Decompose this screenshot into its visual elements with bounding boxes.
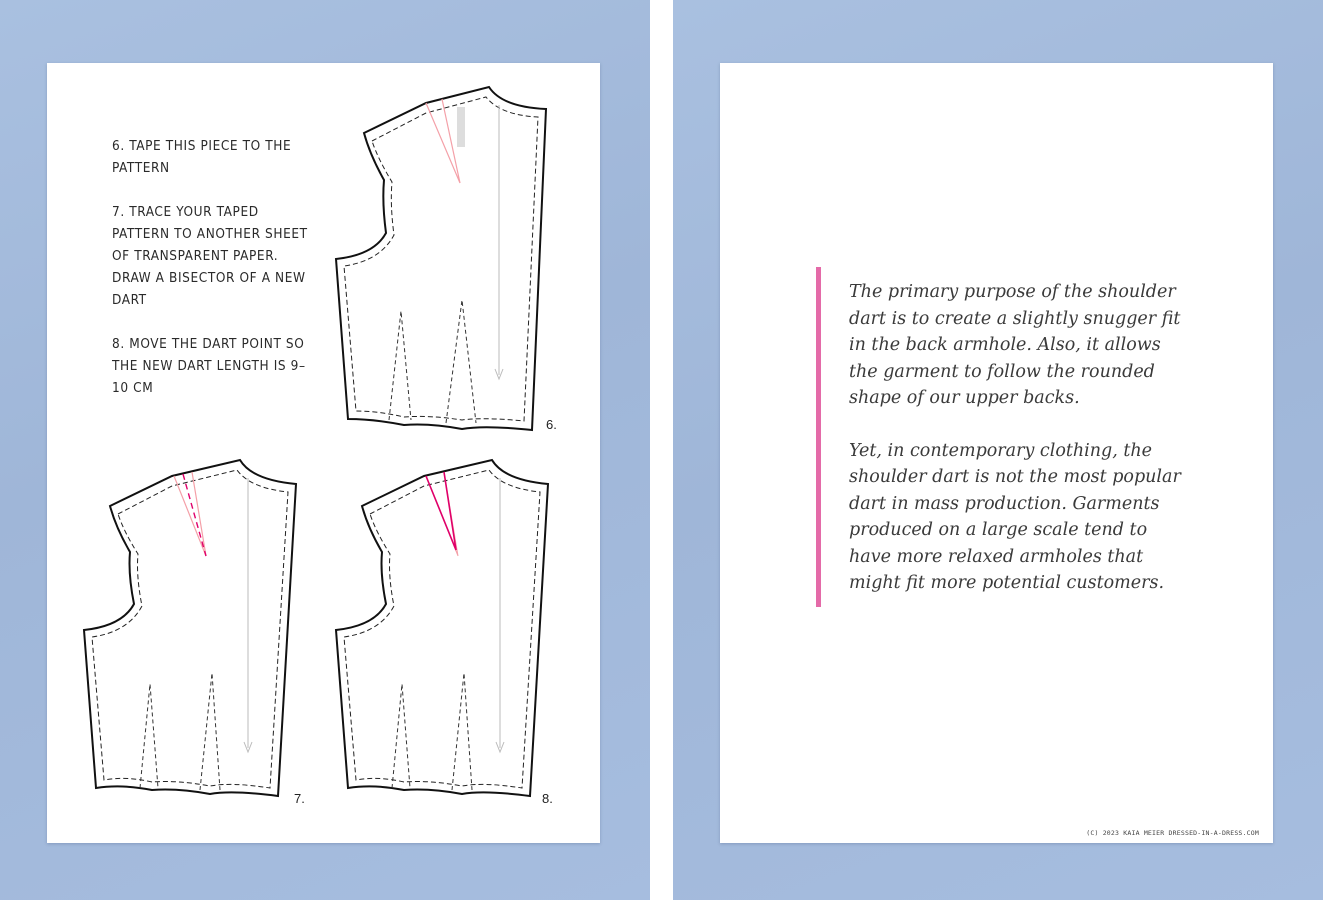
waist-dart-left	[392, 684, 410, 788]
figure-7-label: 7.	[294, 791, 305, 806]
figure-6-pattern	[334, 85, 554, 435]
figure-7-pattern	[82, 458, 304, 803]
step-8: 8. MOVE THE DART POINT SO THE NEW DART LENGTH IS 9–10 CM	[112, 336, 306, 396]
seam-allowance	[92, 470, 288, 788]
explanation-quote	[816, 267, 1189, 607]
waist-dart-right	[452, 673, 472, 790]
instruction-steps	[112, 135, 312, 421]
waist-dart-right	[200, 673, 220, 790]
bodice-outline	[84, 460, 296, 796]
waist-dart-left	[140, 684, 158, 788]
right-page-background	[673, 0, 1323, 900]
figure-8-pattern	[334, 458, 556, 803]
paragraph-purpose: The primary purpose of the shoulder dart is to create a slightly snugger fit in the back armhole. Also, it allows the garment to follow the rounded shape of our upper backs.	[849, 282, 1181, 408]
instruction-sheet	[47, 63, 600, 843]
bodice-outline	[336, 460, 548, 796]
left-page-background	[0, 0, 650, 900]
figure-6-label: 6.	[546, 417, 557, 432]
step-7: 7. TRACE YOUR TAPED PATTERN TO ANOTHER SHEET OF TRANSPARENT PAPER. DRAW A BISECTOR OF A NEW DART	[112, 204, 308, 308]
tape-strip	[457, 107, 465, 147]
new-shoulder-dart	[426, 472, 456, 550]
paragraph-mass-production: Yet, in contemporary clothing, the shoulder dart is not the most popular dart in mass production. Garments produced on a large scale tend to have more relaxed armholes that might fit more potential customers.	[849, 440, 1181, 593]
waist-dart-left	[389, 311, 411, 420]
seam-allowance	[344, 470, 540, 788]
figure-8-label: 8.	[542, 791, 553, 806]
seam-allowance	[344, 97, 538, 421]
text-sheet	[720, 63, 1273, 843]
waist-dart-right	[446, 300, 476, 423]
copyright-footer: (C) 2023 KAIA MEIER DRESSED-IN-A-DRESS.COM	[1086, 829, 1259, 837]
step-6: 6. TAPE THIS PIECE TO THE PATTERN	[112, 138, 292, 176]
